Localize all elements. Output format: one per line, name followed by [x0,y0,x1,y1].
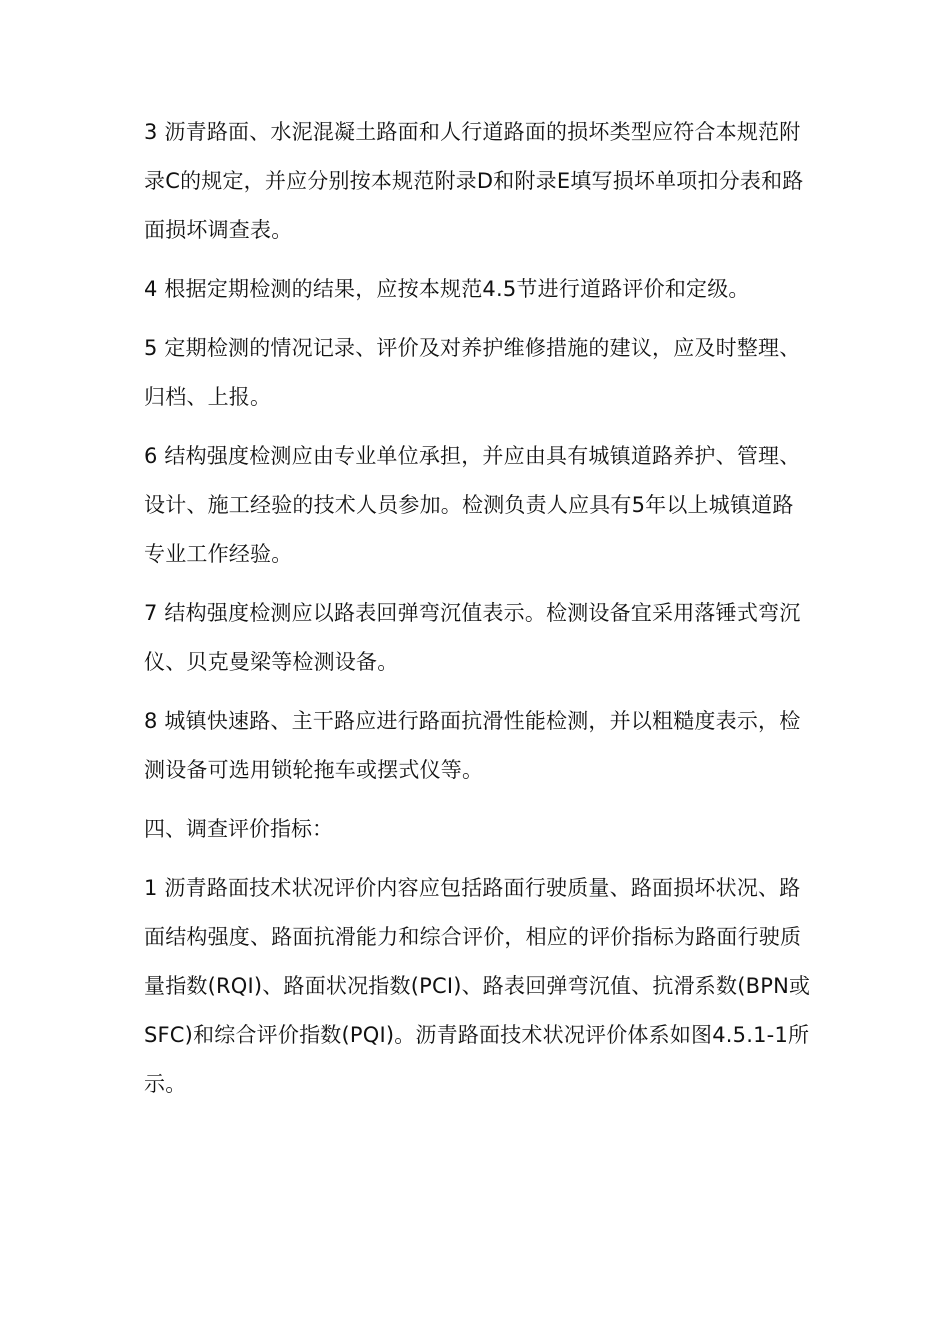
paragraph-item-4: 4 根据定期检测的结果，应按本规范4.5节进行道路评价和定级。 [144,277,750,301]
paragraph-item-3: 3 沥青路面、水泥混凝土路面和人行道路面的损坏类型应符合本规范附录C的规定，并应分别按本规范附录D和附录E填写损坏单项扣分表和路面损坏调查表。 [144,120,804,242]
paragraph-item-6: 6 结构强度检测应由专业单位承担，并应由具有城镇道路养护、管理、设计、施工经验的技术人员参加。检测负责人应具有5年以上城镇道路专业工作经验。 [144,444,801,566]
paragraph-item-8: 8 城镇快速路、主干路应进行路面抗滑性能检测，并以粗糙度表示，检测设备可选用锁轮拖车或摆式仪等。 [144,709,801,782]
paragraph-item-5: 5 定期检测的情况记录、评价及对养护维修措施的建议，应及时整理、归档、上报。 [144,336,801,409]
document-body [144,108,814,1119]
section-heading: 四、调查评价指标： [144,817,333,841]
paragraph-item-7: 7 结构强度检测应以路表回弹弯沉值表示。检测设备宜采用落锤式弯沉仪、贝克曼梁等检测设备。 [144,601,801,674]
section-paragraph-1: 1 沥青路面技术状况评价内容应包括路面行驶质量、路面损坏状况、路面结构强度、路面抗滑能力和综合评价，相应的评价指标为路面行驶质量指数(RQI)、路面状况指数(PCI)、路表回弹弯沉值、抗滑系数(BPN或SFC)和综合评价指数(PQI)。沥青路面技术状况评价体系如图4.5.1-1所示。 [144,876,811,1096]
